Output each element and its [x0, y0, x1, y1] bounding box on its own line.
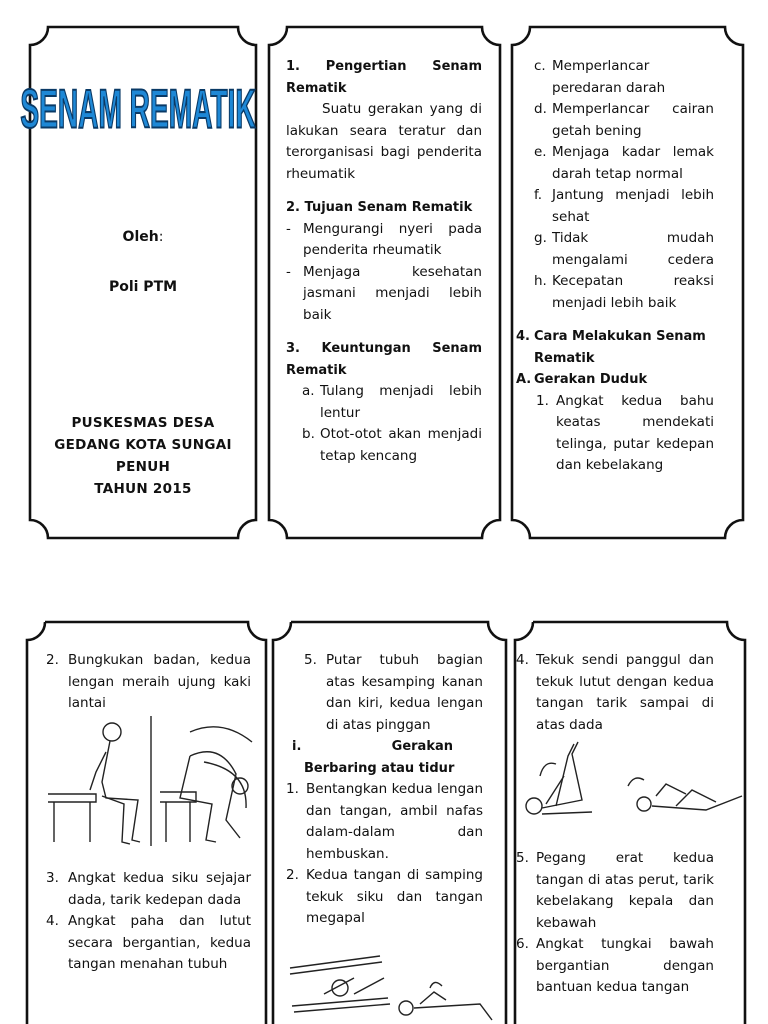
- list-item: 4. Tekuk sendi panggul dan tekuk lutut dengan kedua tangan tarik sampai di atas dada: [516, 652, 714, 733]
- panel-benefits-continued: [516, 56, 714, 477]
- panel-lying-exercises-3: [516, 848, 714, 999]
- list-item: c. Memperlancar peredaran darah: [534, 58, 666, 96]
- list-item: - Menjaga kesehatan jasmani menjadi lebih baik: [286, 263, 482, 323]
- list-item: 2. Kedua tangan di samping tekuk siku dan tangan megapal: [286, 867, 483, 926]
- section-text: Suatu gerakan yang di lakukan seara teratur dan terorganisasi bagi penderita rheumatik: [286, 101, 482, 182]
- subsection-heading: A. Gerakan Duduk: [516, 372, 648, 387]
- panel-sitting-exercises: [46, 650, 251, 715]
- section-heading: 2. Tujuan Senam Rematik: [286, 200, 473, 215]
- benefit-list: [516, 56, 714, 314]
- list-item: f. Jantung menjadi lebih sehat: [534, 187, 714, 225]
- panel-definition: [286, 56, 487, 467]
- cover-organization: [30, 412, 256, 500]
- panel-sitting-exercises-2: [46, 868, 251, 976]
- benefit-list: [286, 381, 482, 467]
- org-line: TAHUN 2015: [94, 481, 192, 497]
- org-line: PENUH: [115, 459, 171, 475]
- author-value: Poli PTM: [108, 279, 178, 295]
- lying-list: [286, 779, 483, 930]
- subsection-heading-2: Berbaring atau tidur: [304, 760, 455, 776]
- section-heading: 4. Cara Melakukan Senam Rematik: [516, 329, 706, 366]
- list-item: e. Menjaga kadar lemak darah tetap normal: [534, 144, 714, 182]
- author-label: Oleh: [122, 229, 159, 245]
- list-item: 3. Angkat kedua siku sejajar dada, tarik kedepan dada: [46, 870, 251, 908]
- panel-lying-exercises: [286, 650, 483, 930]
- section-heading: 3. Keuntungan Senam Rematik: [286, 341, 487, 378]
- purpose-list: [286, 219, 482, 327]
- list-item: 5. Putar tubuh bagian atas kesamping kanan dan kiri, kedua lengan di atas pinggan: [304, 652, 483, 733]
- org-line: GEDANG KOTA SUNGAI: [54, 437, 232, 453]
- list-item: 2. Bungkukan badan, kedua lengan meraih ujung kaki lantai: [46, 652, 251, 711]
- list-item: a. Tulang menjadi lebih lentur: [302, 383, 482, 421]
- list-item: 6. Angkat tungkai bawah bergantian dengan bantuan kedua tangan: [516, 936, 714, 995]
- lying-exercise-illustration: [284, 948, 502, 1024]
- cover-title: SENAM REMATIK: [20, 78, 256, 140]
- org-line: PUSKESMAS DESA: [71, 415, 215, 431]
- list-item: 1. Angkat kedua bahu keatas mendekati telinga, putar kedepan dan kebelakang: [536, 392, 714, 473]
- section-heading: 1. Pengertian Senam Rematik: [286, 59, 487, 96]
- panel-lying-exercises-2: [516, 650, 714, 736]
- cover-title-wordart: [20, 66, 256, 148]
- list-item: g. Tidak mudah mengalami cedera: [534, 230, 714, 268]
- list-item: - Mengurangi nyeri pada penderita rheumatik: [286, 220, 482, 258]
- author-colon: :: [158, 229, 164, 245]
- cover-author: [30, 229, 256, 245]
- list-item: h. Kecepatan reaksi menjadi lebih baik: [534, 273, 714, 311]
- list-item: 5. Pegang erat kedua tangan di atas perut, tarik kebelakang kepala dan kebawah: [516, 850, 714, 931]
- lying-list-2: [516, 848, 714, 999]
- list-item: b. Otot-otot akan menjadi tetap kencang: [302, 426, 482, 464]
- list-item: 1. Bentangkan kedua lengan dan tangan, ambil nafas dalam-dalam dan hembuskan.: [286, 781, 483, 862]
- list-item: d. Memperlancar cairan getah bening: [534, 101, 714, 139]
- sitting-exercise-illustration: [40, 712, 264, 850]
- subsection-heading: i. Gerakan: [292, 739, 453, 754]
- knee-to-chest-illustration: [516, 736, 740, 836]
- list-item: 4. Angkat paha dan lutut secara bergantian, kedua tangan menahan tubuh: [46, 913, 251, 972]
